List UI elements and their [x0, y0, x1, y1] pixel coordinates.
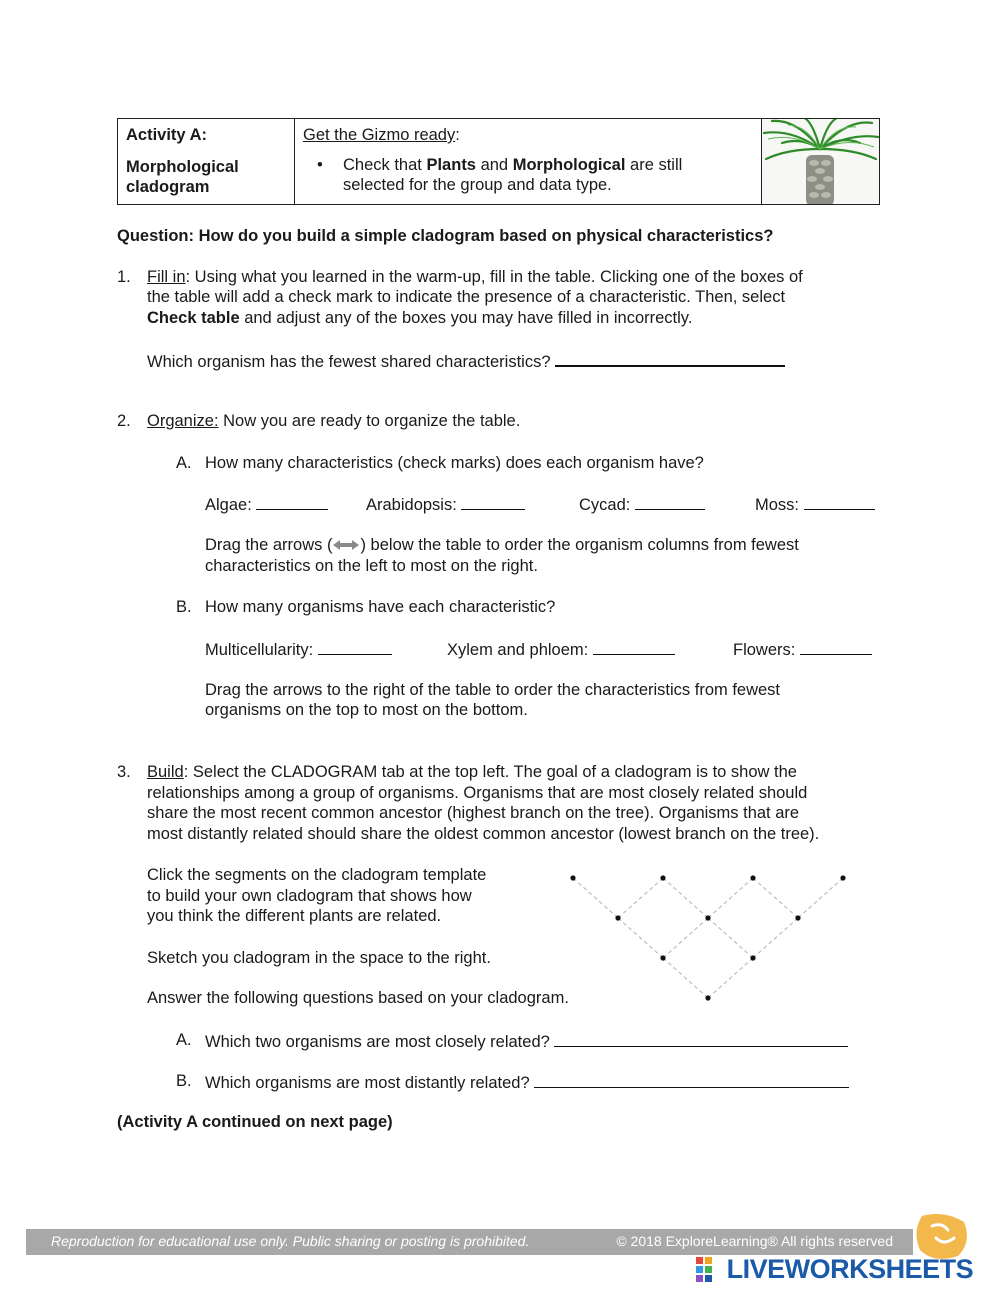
- q3-answer-intro: Answer the following questions based on your cladogram.: [147, 989, 569, 1007]
- q2a-text: How many characteristics (check marks) does each organism have?: [205, 454, 704, 472]
- drag-text-post: ) below the table to order the organism columns from fewest: [360, 536, 799, 554]
- cladogram-node: [660, 875, 665, 880]
- q3-line1: [147, 762, 797, 783]
- q1-line1: [147, 267, 803, 288]
- q1-answer-field[interactable]: [555, 349, 785, 367]
- q3-click-line3: you think the different plants are related.: [147, 907, 442, 925]
- multicellularity-label: Multicellularity:: [205, 641, 314, 659]
- moss-label: Moss:: [755, 496, 800, 514]
- bullet-and: and: [476, 156, 513, 174]
- cladogram-segment[interactable]: [618, 918, 663, 958]
- q3a-text: Which two organisms are most closely related?: [205, 1033, 550, 1051]
- q3b-answer-field[interactable]: [534, 1071, 849, 1088]
- algae-row: [205, 493, 328, 516]
- q3-line1-text: : Select the CLADOGRAM tab at the top left. The goal of a cladogram is to show the: [183, 763, 797, 781]
- q3-sketch: Sketch you cladogram in the space to the right.: [147, 949, 491, 967]
- bullet-dot: •: [317, 156, 323, 174]
- activity-name-line1: Morphological: [126, 158, 239, 176]
- activity-header-table: [117, 118, 880, 205]
- cladogram-node: [750, 955, 755, 960]
- q2-line1: [147, 411, 520, 432]
- xylem-label: Xylem and phloem:: [447, 641, 589, 659]
- multicellularity-row: [205, 638, 392, 661]
- moss-answer-field[interactable]: [804, 493, 875, 510]
- gizmo-ready-cell: [295, 119, 762, 204]
- cladogram-segment[interactable]: [798, 878, 843, 918]
- bullet-text-pre: Check that: [343, 156, 427, 174]
- liveworksheets-brand-text: LIVEWORKSHEETS: [726, 1254, 974, 1284]
- cladogram-segment[interactable]: [663, 918, 708, 958]
- main-question: Question: How do you build a simple cladogram based on physical characteristics?: [117, 227, 774, 245]
- xylem-answer-field[interactable]: [593, 638, 675, 655]
- q1-prompt: [147, 349, 785, 373]
- drag-text-pre: Drag the arrows (: [205, 536, 333, 554]
- cladogram-node: [615, 915, 620, 920]
- q3-click-line2: to build your own cladogram that shows how: [147, 887, 472, 905]
- q2-label: Organize:: [147, 412, 219, 430]
- cladogram-segment[interactable]: [663, 958, 708, 998]
- q3-line2: relationships among a group of organisms. Organisms that are most closely related should: [147, 784, 808, 802]
- bullet-plants: Plants: [426, 156, 476, 174]
- cycad-answer-field[interactable]: [635, 493, 705, 510]
- algae-answer-field[interactable]: [256, 493, 328, 510]
- arabidopsis-row: [366, 493, 525, 516]
- liveworksheets-badge-icon: [914, 1212, 970, 1260]
- q3a-answer-field[interactable]: [554, 1030, 848, 1047]
- cladogram-node: [660, 955, 665, 960]
- flowers-row: [733, 638, 872, 661]
- gizmo-ready-colon: :: [455, 126, 460, 144]
- flowers-answer-field[interactable]: [800, 638, 872, 655]
- cycad-label: Cycad:: [579, 496, 631, 514]
- continued-note: (Activity A continued on next page): [117, 1113, 393, 1131]
- double-arrow-icon: [332, 539, 360, 551]
- q1-number: 1.: [117, 268, 131, 286]
- cladogram-node: [795, 915, 800, 920]
- q3b-letter: B.: [176, 1072, 192, 1090]
- activity-label: Activity A:: [126, 126, 207, 144]
- gizmo-ready-bullet: [303, 155, 753, 195]
- cladogram-segment[interactable]: [753, 878, 798, 918]
- moss-row: [755, 493, 875, 516]
- q3-line3: share the most recent common ancestor (highest branch on the tree). Organisms that are: [147, 804, 800, 822]
- activity-name-line2: cladogram: [126, 178, 210, 196]
- q3b-text: Which organisms are most distantly related?: [205, 1074, 530, 1092]
- cladogram-template[interactable]: [560, 866, 860, 1011]
- flowers-label: Flowers:: [733, 641, 796, 659]
- footer-bar: [26, 1229, 913, 1255]
- cycad-image: [762, 119, 879, 204]
- q2a-drag-line2: characteristics on the left to most on the right.: [205, 557, 538, 575]
- footer-right-text: © 2018 ExploreLearning® All rights reserved: [616, 1233, 893, 1249]
- check-table-text: Check table: [147, 309, 240, 327]
- q3-click-line1: Click the segments on the cladogram template: [147, 866, 487, 884]
- arabidopsis-label: Arabidopsis:: [366, 496, 457, 514]
- cladogram-segment[interactable]: [663, 878, 708, 918]
- activity-title-cell: [118, 119, 295, 204]
- q1-line3: [147, 308, 692, 329]
- multicellularity-answer-field[interactable]: [318, 638, 392, 655]
- q2-line1-text: Now you are ready to organize the table.: [218, 412, 521, 430]
- cladogram-node: [570, 875, 575, 880]
- q2b-drag-line2: organisms on the top to most on the bottom.: [205, 701, 528, 719]
- q3b-row: [205, 1071, 849, 1094]
- q1-line2: the table will add a check mark to indicate the presence of a characteristic. Then, select: [147, 288, 786, 306]
- q3-number: 3.: [117, 763, 131, 781]
- q1-label: Fill in: [147, 268, 186, 286]
- q1-prompt-text: Which organism has the fewest shared characteristics?: [147, 353, 551, 371]
- cycad-row: [579, 493, 705, 516]
- q2-number: 2.: [117, 412, 131, 430]
- cladogram-segment[interactable]: [573, 878, 618, 918]
- footer-left-text: Reproduction for educational use only. Public sharing or posting is prohibited.: [51, 1233, 530, 1249]
- q2b-letter: B.: [176, 598, 192, 616]
- liveworksheets-grid-icon: [696, 1257, 722, 1283]
- cladogram-segment[interactable]: [753, 918, 798, 958]
- cladogram-node: [705, 995, 710, 1000]
- arabidopsis-answer-field[interactable]: [461, 493, 525, 510]
- bullet-morphological: Morphological: [512, 156, 626, 174]
- cladogram-segment[interactable]: [618, 878, 663, 918]
- bullet-text-post: are still: [625, 156, 683, 174]
- cladogram-node: [705, 915, 710, 920]
- cycad-plant-icon: [762, 119, 879, 204]
- q2a-letter: A.: [176, 454, 192, 472]
- cladogram-segment[interactable]: [708, 878, 753, 918]
- bullet-line2: selected for the group and data type.: [343, 176, 612, 194]
- xylem-row: [447, 638, 675, 661]
- q1-line1-text: : Using what you learned in the warm-up, fill in the table. Clicking one of the boxes of: [185, 268, 803, 286]
- q3a-row: [205, 1030, 848, 1053]
- gizmo-ready-title: Get the Gizmo ready: [303, 126, 456, 144]
- q2b-drag-line1: Drag the arrows to the right of the table to order the characteristics from fewest: [205, 681, 781, 699]
- q1-line3-text: and adjust any of the boxes you may have filled in incorrectly.: [239, 309, 693, 327]
- algae-label: Algae:: [205, 496, 252, 514]
- q3a-letter: A.: [176, 1031, 192, 1049]
- cladogram-node: [840, 875, 845, 880]
- liveworksheets-logo: [696, 1254, 973, 1286]
- cladogram-node: [750, 875, 755, 880]
- cladogram-segment[interactable]: [708, 918, 753, 958]
- q3-label: Build: [147, 763, 184, 781]
- q2b-text: How many organisms have each characteristic?: [205, 598, 556, 616]
- q3-line4: most distantly related should share the oldest common ancestor (lowest branch on the tree).: [147, 825, 820, 843]
- cladogram-segment[interactable]: [708, 958, 753, 998]
- q2a-drag-line1: [205, 535, 799, 556]
